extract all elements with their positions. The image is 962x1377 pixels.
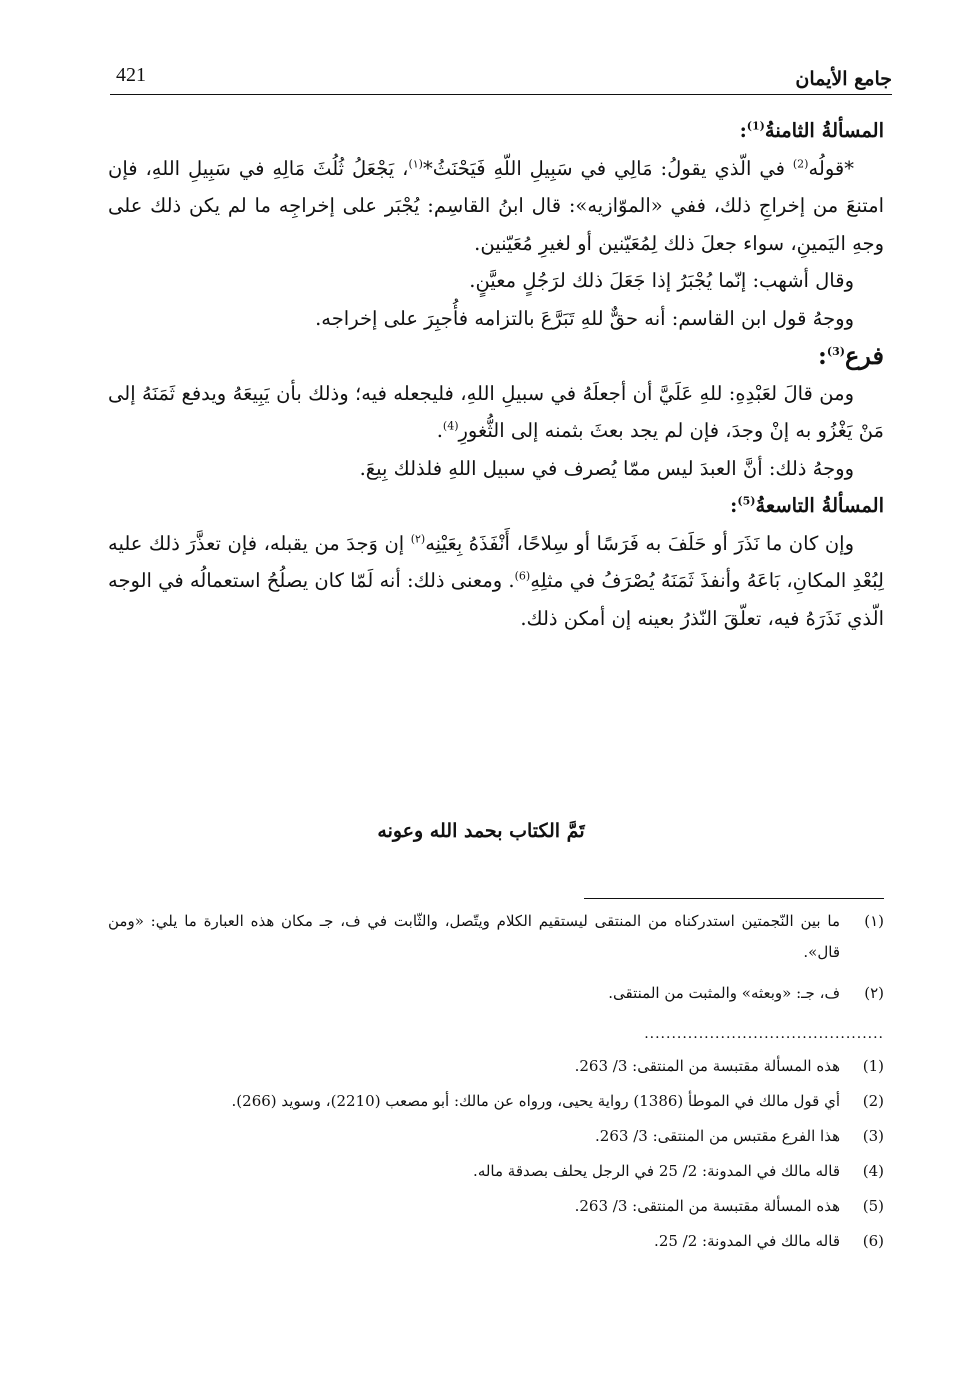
footnote-separator: ............................................ [644, 1026, 884, 1042]
footnote-mark: (4) [862, 1162, 884, 1180]
footnote-rule [584, 898, 884, 899]
footnote-text: قاله مالك في المدونة: 2/ 25. [654, 1232, 840, 1250]
footnote-text: هذه المسألة مقتبسة من المنتقى: 3/ 263. [574, 1197, 840, 1215]
page-number: 421 [116, 64, 146, 86]
heading-ninth-issue: المسألةُ التاسعةُ$^{(5)}$: [730, 494, 884, 517]
footnote-mark: (1) [862, 1057, 884, 1075]
heading-eighth-issue: المسألةُ الثامنةُ$^{(1)}$: [739, 119, 884, 142]
footnote-text: أي قول مالك في الموطأ (1386) رواية يحيى، ورواه عن مالك: أبو مصعب (2210)، وسويد (266). [231, 1092, 840, 1110]
paragraph-6: وإن كان ما نَذَرَ أو حَلَفَ به فَرَسًا أو سِلاحًا، أَنْفَذَهُ بِعَيْنِه$^{(٢)}$ إن وَجدَ من يقبله، فإن تعذَّرَ ذلك عليه لِبُعْدِ المكانِ، بَاعَهُ وأنفذَ ثَمَنَهُ يُصْرَفُ في مثلِهِ$^{(6)}$. ومعنى ذلك: أنه لَمّا كان يصلُحُ استعمالُه في الوجه الّذي نَذَرَهُ فيه، تعلّقَ النّذرُ بعينه إن أمكن ذلك. [108, 531, 884, 630]
footnote-text: قاله مالك في المدونة: 2/ 25 في الرجل يحلف بصدقة ماله. [473, 1162, 840, 1180]
footnote-mark: (5) [862, 1197, 884, 1215]
running-head [110, 60, 892, 95]
footnote-ref: (2) [792, 157, 809, 170]
footnote-ref: (١) [408, 157, 423, 170]
main-text [108, 112, 884, 637]
paragraph-1: *قولُه$^{(2)}$ في الّذي يقولُ: مَالِي في سَبِيلِ اللّهِ فَيَحْنَثُ*$^{(١)}$، يَجْعَلُ ثُلُثَ مَالِهِ في سَبِيلِ اللهِ، فإن امتنعَ من إخراجِ ذلك، ففي «الموّازيه»: قال ابنُ القاسِم: يُجْبَر على إخراجِه ما لم يكن ذلك على وجهِ اليَمينِ، سواء جعلَ ذلك لِمُعَيّنين أو لغيرِ مُعَيّنين. [108, 156, 884, 255]
footnote-mark: (١) [864, 912, 884, 930]
source-footnote [108, 1224, 884, 1259]
footnote-mark: (6) [862, 1232, 884, 1250]
closing-statement: تَمَّ الكتاب بحمد الله وعونه [377, 820, 585, 842]
footnote-ref: (3) [826, 345, 845, 358]
footnote-ref: (٢) [410, 532, 426, 545]
footnote-mark: (٢) [864, 984, 884, 1002]
footnote-ref: (1) [746, 119, 765, 133]
editor-footnote [108, 978, 884, 1009]
footnote-ref: (5) [737, 494, 756, 508]
running-head-title: جامع الأيمان [795, 68, 892, 90]
editor-footnote [108, 906, 884, 968]
footnote-mark: (3) [862, 1127, 884, 1145]
source-footnote [108, 1049, 884, 1084]
source-footnote [108, 1154, 884, 1189]
footnote-ref: (4) [442, 419, 459, 433]
footnote-ref: (6) [514, 569, 531, 583]
footnote-text: ما بين النّجمتين استدركناه من المنتقى ليستقيم الكلام ويتّصل، والثّابت في ف، جـ مكان هذه العبارة ما يلي: «ومن قال». [108, 912, 840, 961]
paragraph-3: ووجهُ قول ابن القاسم: أنه حقٌّ للهِ تَبَرَّعَ بالتزامه فأُجبِرَ على إخراجه. [315, 306, 854, 330]
paragraph-2: وقال أشهب: إنّما يُجْبَرُ إذا جَعَلَ ذلك لرَجُلٍ معيَّنٍ. [469, 269, 854, 292]
footnotes [108, 906, 884, 1259]
footnote-text: ف، جـ: «وبعثه» والمثبت من المنتقى. [608, 984, 840, 1002]
source-footnote [108, 1084, 884, 1119]
heading-branch: فرع$^{(3)}$: [818, 341, 884, 370]
paragraph-5: ووجهُ ذلك: أنَّ العبدَ ليس ممّا يُصرف في سبيل اللهِ فلذلك بِيعَ. [359, 456, 854, 480]
footnote-mark: (2) [862, 1092, 884, 1110]
footnote-text: هذه المسألة مقتبسة من المنتقى: 3/ 263. [574, 1057, 840, 1075]
footnote-text: هذا الفرع مقتبس من المنتقى: 3/ 263. [595, 1127, 840, 1145]
paragraph-4: ومن قالَ لعَبْدِهِ: للهِ عَلَيَّ أن أجعلَهُ في سبيلِ اللهِ، فليجعله فيه؛ وذلك بأن يَبِيعَهُ ويدفع ثَمَنَهُ إلى مَنْ يَغْزُو به إنْ وجدَ، فإن لم يجد بعثَ بثمنه إلى الثُّغورِ$^{(4)}$. [108, 381, 884, 442]
source-footnote [108, 1189, 884, 1224]
source-footnote [108, 1119, 884, 1154]
